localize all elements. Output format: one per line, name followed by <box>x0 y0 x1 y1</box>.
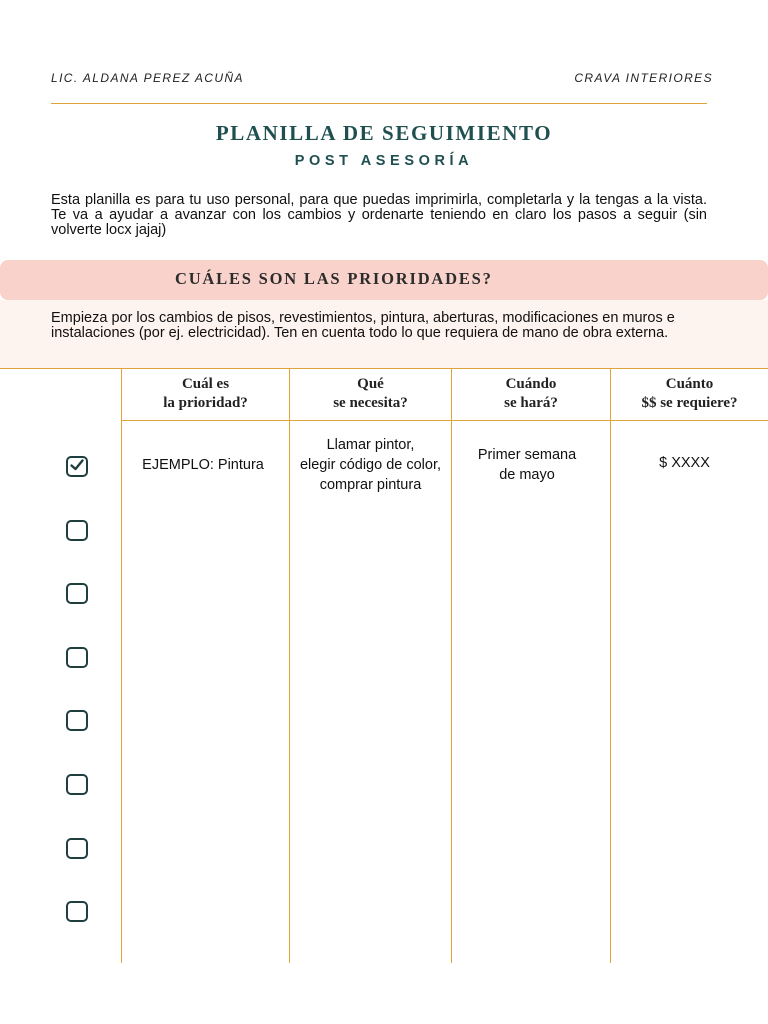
checkbox[interactable] <box>66 583 88 604</box>
author-name: LIC. ALDANA PEREZ ACUÑA <box>51 71 244 85</box>
example-cuando: Primer semana de mayo <box>477 447 577 483</box>
table-top-rule <box>0 368 768 369</box>
checkbox[interactable] <box>66 901 88 922</box>
checkbox[interactable] <box>66 774 88 795</box>
header-divider <box>51 103 707 104</box>
checkbox[interactable] <box>66 520 88 541</box>
checkbox[interactable] <box>66 838 88 859</box>
page-subtitle: POST ASESORÍA <box>294 153 474 169</box>
column-header-necesita: Qué se necesita? <box>333 376 408 411</box>
example-cuanto: $ XXXX <box>659 455 710 471</box>
page-title: PLANILLA DE SEGUIMIENTO <box>215 121 553 145</box>
brand-name: CRAVA INTERIORES <box>574 71 713 85</box>
example-necesita: Llamar pintor, elegir código de color, comprar pintura <box>299 437 442 493</box>
column-header-prioridad: Cuál es la prioridad? <box>163 376 248 411</box>
checkmark-icon <box>69 458 85 472</box>
priorities-note: Empieza por los cambios de pisos, revestimientos, pintura, aberturas, modificaciones en muros e instalaciones (por ej. electricidad). Ten en cuenta todo lo que requiera de mano de obra externa. <box>51 310 675 341</box>
column-header-cuando: Cuándo se hará? <box>504 376 558 411</box>
table-header-rule <box>122 420 768 421</box>
example-prioridad: EJEMPLO: Pintura <box>142 457 264 473</box>
checkbox[interactable] <box>66 710 88 731</box>
priorities-heading: CUÁLES SON LAS PRIORIDADES? <box>175 269 493 288</box>
checkbox-checked[interactable] <box>66 456 88 477</box>
column-header-cuanto: Cuánto $$ se requiere? <box>641 376 738 411</box>
checkbox[interactable] <box>66 647 88 668</box>
intro-paragraph: Esta planilla es para tu uso personal, para que puedas imprimirla, completarla y la tengas a la vista. Te va a ayudar a avanzar con los cambios y ordenarte teniendo en claro los pasos a seguir (sin volverte locx jajaj) <box>51 192 707 238</box>
